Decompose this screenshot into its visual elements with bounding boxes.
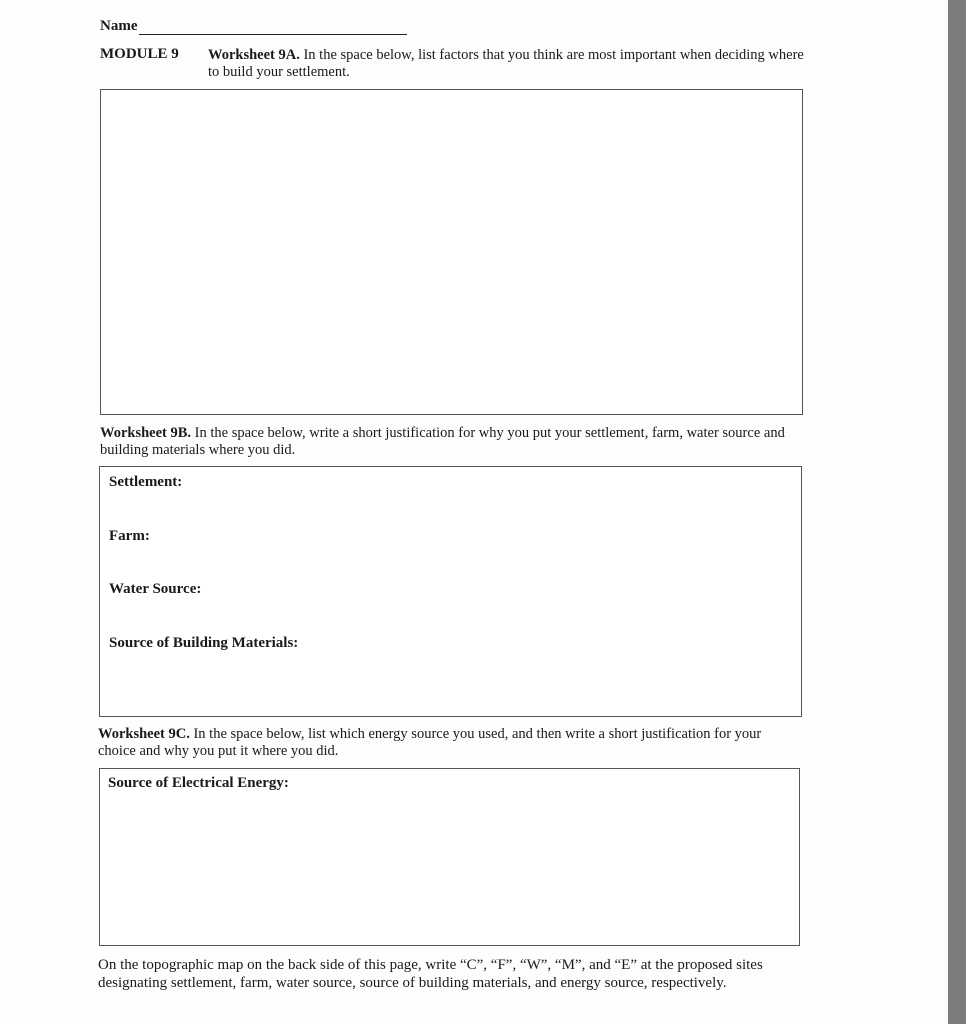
map-instructions: On the topographic map on the back side of this page, write “C”, “F”, “W”, “M”, and “E” at the proposed sites designating settlement, farm, water source, source of building materials, and energy source, respectively. bbox=[98, 957, 763, 991]
worksheet-9c-text: In the space below, list which energy source you used, and then write a short justification for your choice and why you put it where you did. bbox=[98, 726, 762, 759]
farm-label: Farm: bbox=[109, 528, 150, 544]
worksheet-9a-title: Worksheet 9A. bbox=[208, 47, 300, 63]
name-blank-line bbox=[139, 20, 407, 35]
worksheet-9c-answer-box[interactable] bbox=[99, 768, 800, 946]
worksheet-9b-instructions bbox=[100, 425, 800, 459]
building-materials-label: Source of Building Materials: bbox=[109, 635, 299, 651]
worksheet-9b-text: In the space below, write a short justification for why you put your settlement, farm, water source and building materials where you did. bbox=[100, 425, 785, 458]
worksheet-9b-title: Worksheet 9B. bbox=[100, 425, 192, 441]
scroll-edge bbox=[948, 0, 966, 1024]
name-label: Name bbox=[100, 18, 138, 34]
worksheet-9a-answer-box[interactable] bbox=[100, 89, 803, 415]
worksheet-9b-answer-box[interactable] bbox=[99, 466, 802, 717]
module-label: MODULE 9 bbox=[100, 46, 179, 62]
electrical-energy-label: Source of Electrical Energy: bbox=[108, 775, 289, 791]
worksheet-9c-title: Worksheet 9C. bbox=[98, 726, 190, 742]
worksheet-9a-text: In the space below, list factors that you think are most important when deciding where to build your settlement. bbox=[208, 47, 804, 80]
water-source-label: Water Source: bbox=[109, 581, 202, 597]
settlement-label: Settlement: bbox=[109, 474, 183, 490]
name-row bbox=[100, 18, 407, 35]
worksheet-9a-instructions bbox=[208, 47, 808, 81]
worksheet-9c-instructions bbox=[98, 726, 798, 760]
